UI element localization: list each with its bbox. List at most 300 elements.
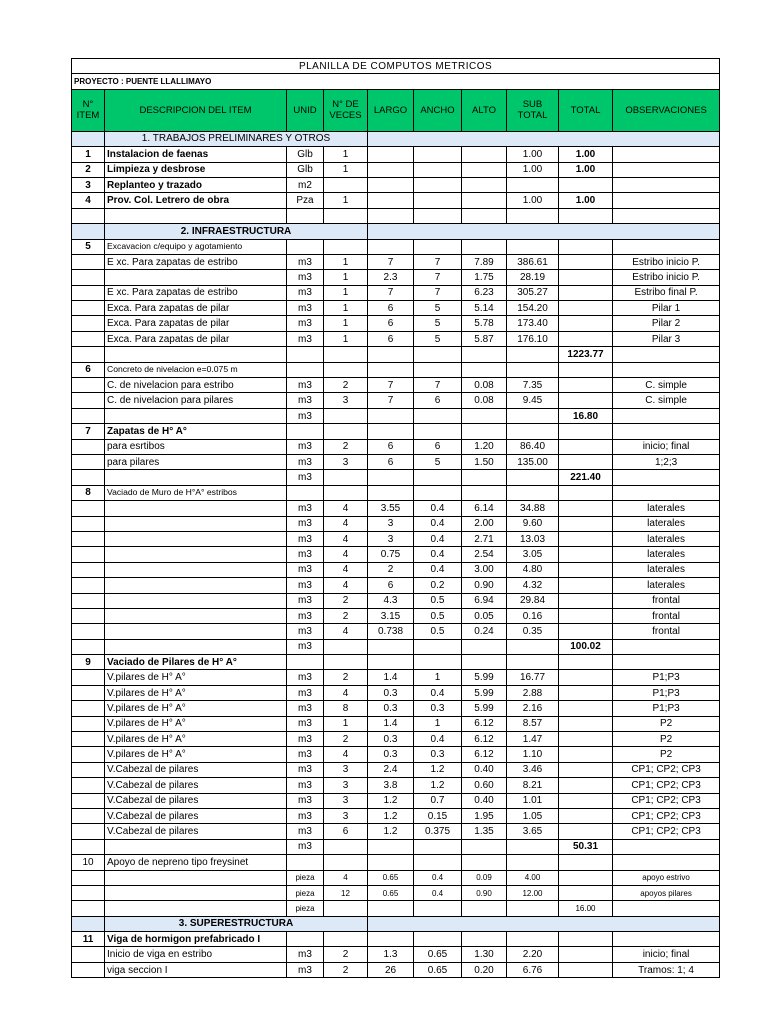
total [559,716,613,731]
unit: m3 [287,501,324,516]
description [105,870,287,885]
total [559,301,613,316]
total [559,254,613,269]
sheet-title: PLANILLA DE COMPUTOS METRICOS [72,59,720,74]
description: Concreto de nivelacion e=0.075 m [105,362,287,377]
height: 0.08 [462,378,507,393]
times: 4 [324,547,368,562]
length: 0.3 [368,701,414,716]
unit: m3 [287,531,324,546]
times: 6 [324,824,368,839]
times [324,424,368,439]
item-number [72,454,105,469]
item-number [72,670,105,685]
times: 4 [324,685,368,700]
table-row [72,531,720,546]
times [324,347,368,362]
description [105,901,287,916]
total: 50.31 [559,839,613,854]
observations [613,470,720,485]
width: 0.375 [414,824,462,839]
table-row [72,639,720,654]
item-number [72,439,105,454]
unit [287,239,324,254]
width [414,901,462,916]
times [324,177,368,192]
width: 0.65 [414,962,462,977]
section-spacer [72,916,105,931]
item-number [72,578,105,593]
times [324,932,368,947]
width: 0.4 [414,870,462,885]
table-row [72,885,720,900]
item-number [72,531,105,546]
table-row [72,408,720,423]
table-row [72,454,720,469]
subtotal: 1.00 [507,147,559,162]
description: V.pilares de H° A° [105,701,287,716]
table-row [72,516,720,531]
width [414,177,462,192]
times: 1 [324,331,368,346]
times: 1 [324,316,368,331]
subtotal: 3.05 [507,547,559,562]
table-row [72,716,720,731]
width: 0.3 [414,747,462,762]
description: Replanteo y trazado [105,177,287,192]
total [559,701,613,716]
total [559,578,613,593]
table-row [72,855,720,870]
header-observations: OBSERVACIONES [613,89,720,131]
description: V.Cabezal de pilares [105,808,287,823]
width: 0.4 [414,501,462,516]
width: 0.4 [414,547,462,562]
width: 5 [414,316,462,331]
item-number: 1 [72,147,105,162]
length: 7 [368,285,414,300]
description [105,208,287,223]
observations [613,162,720,177]
width: 0.4 [414,531,462,546]
description: V.Cabezal de pilares [105,778,287,793]
total [559,362,613,377]
description: V.pilares de H° A° [105,732,287,747]
project-row [72,74,720,89]
length [368,193,414,208]
unit: m3 [287,331,324,346]
description [105,408,287,423]
times: 4 [324,516,368,531]
item-number: 6 [72,362,105,377]
height: 6.12 [462,716,507,731]
width: 0.5 [414,593,462,608]
description [105,501,287,516]
times: 3 [324,808,368,823]
width [414,839,462,854]
table-row [72,793,720,808]
description: Inicio de viga en estribo [105,947,287,962]
width: 5 [414,301,462,316]
table-row [72,701,720,716]
height: 0.40 [462,762,507,777]
width: 1 [414,670,462,685]
unit: m2 [287,177,324,192]
table-row [72,962,720,977]
unit: m3 [287,285,324,300]
observations: inicio; final [613,439,720,454]
unit: m3 [287,516,324,531]
unit: m3 [287,316,324,331]
height: 5.99 [462,685,507,700]
times: 4 [324,562,368,577]
length: 1.2 [368,824,414,839]
item-number [72,778,105,793]
height [462,239,507,254]
observations [613,485,720,500]
unit: m3 [287,747,324,762]
length: 6 [368,454,414,469]
width: 5 [414,454,462,469]
subtotal [507,424,559,439]
width: 1 [414,716,462,731]
subtotal: 154.20 [507,301,559,316]
length [368,932,414,947]
item-number [72,947,105,962]
width: 0.4 [414,732,462,747]
length: 1.2 [368,808,414,823]
total [559,177,613,192]
table-row [72,839,720,854]
total [559,516,613,531]
subtotal: 2.20 [507,947,559,962]
subtotal: 16.77 [507,670,559,685]
width [414,239,462,254]
table-row [72,685,720,700]
subtotal [507,901,559,916]
item-number: 2 [72,162,105,177]
total [559,208,613,223]
unit [287,485,324,500]
observations: CP1; CP2; CP3 [613,793,720,808]
observations: P2 [613,747,720,762]
subtotal: 13.03 [507,531,559,546]
observations [613,208,720,223]
observations: laterales [613,501,720,516]
height: 5.99 [462,670,507,685]
length [368,855,414,870]
description: Viga de hormigon prefabricado I [105,932,287,947]
total [559,593,613,608]
observations: laterales [613,547,720,562]
description: Limpieza y desbrose [105,162,287,177]
subtotal [507,239,559,254]
item-number [72,270,105,285]
total [559,624,613,639]
total [559,808,613,823]
section-row [72,916,720,931]
description [105,562,287,577]
times: 3 [324,793,368,808]
unit: m3 [287,578,324,593]
description [105,531,287,546]
item-number: 3 [72,177,105,192]
times: 2 [324,947,368,962]
unit: m3 [287,608,324,623]
unit: m3 [287,962,324,977]
header-description: DESCRIPCION DEL ITEM [105,89,287,131]
unit: m3 [287,301,324,316]
description [105,547,287,562]
table-row [72,670,720,685]
total [559,331,613,346]
subtotal: 9.60 [507,516,559,531]
length: 4.3 [368,593,414,608]
times: 2 [324,962,368,977]
unit: m3 [287,947,324,962]
height: 6.12 [462,732,507,747]
observations: apoyo estrivo [613,870,720,885]
height: 6.14 [462,501,507,516]
observations: Pilar 3 [613,331,720,346]
length [368,485,414,500]
width: 0.5 [414,624,462,639]
length [368,362,414,377]
section-row [72,131,720,146]
description: Vaciado de Muro de H°A° estribos [105,485,287,500]
table-row [72,378,720,393]
table-row [72,331,720,346]
item-number [72,793,105,808]
observations: Estribo inicio P. [613,270,720,285]
subtotal: 86.40 [507,439,559,454]
times: 1 [324,285,368,300]
width [414,147,462,162]
times [324,362,368,377]
item-number [72,747,105,762]
height [462,932,507,947]
table-row [72,193,720,208]
item-number [72,516,105,531]
times: 1 [324,716,368,731]
description: Prov. Col. Letrero de obra [105,193,287,208]
description [105,516,287,531]
item-number [72,962,105,977]
description: Excavacion c/equipo y agotamiento [105,239,287,254]
subtotal: 3.46 [507,762,559,777]
length: 6 [368,578,414,593]
section-fill [368,224,720,239]
length [368,408,414,423]
unit: Pza [287,193,324,208]
description [105,885,287,900]
subtotal [507,639,559,654]
width [414,639,462,654]
table-row [72,501,720,516]
observations: frontal [613,608,720,623]
length: 3.55 [368,501,414,516]
subtotal: 9.45 [507,393,559,408]
height [462,362,507,377]
width [414,347,462,362]
observations: P1;P3 [613,685,720,700]
times: 2 [324,732,368,747]
times: 4 [324,870,368,885]
total [559,378,613,393]
description: C. de nivelacion para pilares [105,393,287,408]
unit: m3 [287,439,324,454]
width [414,655,462,670]
table-row [72,393,720,408]
observations: 1;2;3 [613,454,720,469]
item-number [72,301,105,316]
width: 0.4 [414,885,462,900]
project-name: PROYECTO : PUENTE LLALLIMAYO [72,74,720,89]
width: 5 [414,331,462,346]
height: 1.35 [462,824,507,839]
title-row [72,59,720,74]
unit [287,655,324,670]
item-number [72,547,105,562]
width [414,485,462,500]
total [559,485,613,500]
item-number [72,808,105,823]
length: 0.75 [368,547,414,562]
table-row [72,655,720,670]
times: 4 [324,624,368,639]
times [324,239,368,254]
description: Apoyo de nepreno tipo freysinet [105,855,287,870]
unit: m3 [287,762,324,777]
width: 1.2 [414,778,462,793]
subtotal: 3.65 [507,824,559,839]
width [414,424,462,439]
height [462,839,507,854]
description [105,470,287,485]
length: 0.3 [368,732,414,747]
width [414,470,462,485]
unit: m3 [287,808,324,823]
observations [613,901,720,916]
subtotal: 8.57 [507,716,559,731]
item-number [72,870,105,885]
unit: m3 [287,470,324,485]
length: 7 [368,378,414,393]
subtotal: 12.00 [507,885,559,900]
width: 0.4 [414,685,462,700]
unit: m3 [287,639,324,654]
height [462,147,507,162]
description: V.pilares de H° A° [105,747,287,762]
total [559,778,613,793]
observations: P2 [613,732,720,747]
table-row [72,254,720,269]
length [368,177,414,192]
subtotal: 4.80 [507,562,559,577]
width [414,855,462,870]
observations: frontal [613,593,720,608]
height: 0.90 [462,578,507,593]
height: 0.09 [462,870,507,885]
times: 1 [324,147,368,162]
total [559,270,613,285]
table-row [72,870,720,885]
description [105,578,287,593]
total [559,316,613,331]
header-subtotal: SUB TOTAL [507,89,559,131]
times [324,485,368,500]
total: 100.02 [559,639,613,654]
total [559,670,613,685]
length [368,424,414,439]
height [462,470,507,485]
times: 2 [324,439,368,454]
observations: laterales [613,516,720,531]
observations: P1;P3 [613,701,720,716]
unit [287,362,324,377]
description: C. de nivelacion para estribo [105,378,287,393]
length: 0.3 [368,747,414,762]
observations [613,855,720,870]
total [559,762,613,777]
times: 3 [324,778,368,793]
subtotal [507,655,559,670]
unit [287,424,324,439]
times: 4 [324,501,368,516]
observations [613,239,720,254]
length: 1.4 [368,716,414,731]
item-number [72,347,105,362]
item-number [72,639,105,654]
times [324,839,368,854]
times [324,855,368,870]
times [324,470,368,485]
item-number [72,624,105,639]
subtotal: 305.27 [507,285,559,300]
total [559,885,613,900]
observations: inicio; final [613,947,720,962]
section-fill [368,916,720,931]
length: 6 [368,316,414,331]
total [559,393,613,408]
section-row [72,224,720,239]
unit [287,855,324,870]
item-number [72,408,105,423]
header-height: ALTO [462,89,507,131]
section-fill [368,131,720,146]
length: 7 [368,254,414,269]
item-number [72,716,105,731]
section-title: 3. SUPERESTRUCTURA [105,916,368,931]
description: Exca. Para zapatas de pilar [105,331,287,346]
width [414,162,462,177]
unit: m3 [287,670,324,685]
subtotal [507,347,559,362]
subtotal: 176.10 [507,331,559,346]
header-times: N° DE VECES [324,89,368,131]
height: 1.75 [462,270,507,285]
height [462,655,507,670]
unit: m3 [287,732,324,747]
table-row [72,762,720,777]
width: 0.2 [414,578,462,593]
width: 7 [414,254,462,269]
unit: m3 [287,254,324,269]
times [324,208,368,223]
table-row [72,932,720,947]
subtotal: 6.76 [507,962,559,977]
length: 3.15 [368,608,414,623]
